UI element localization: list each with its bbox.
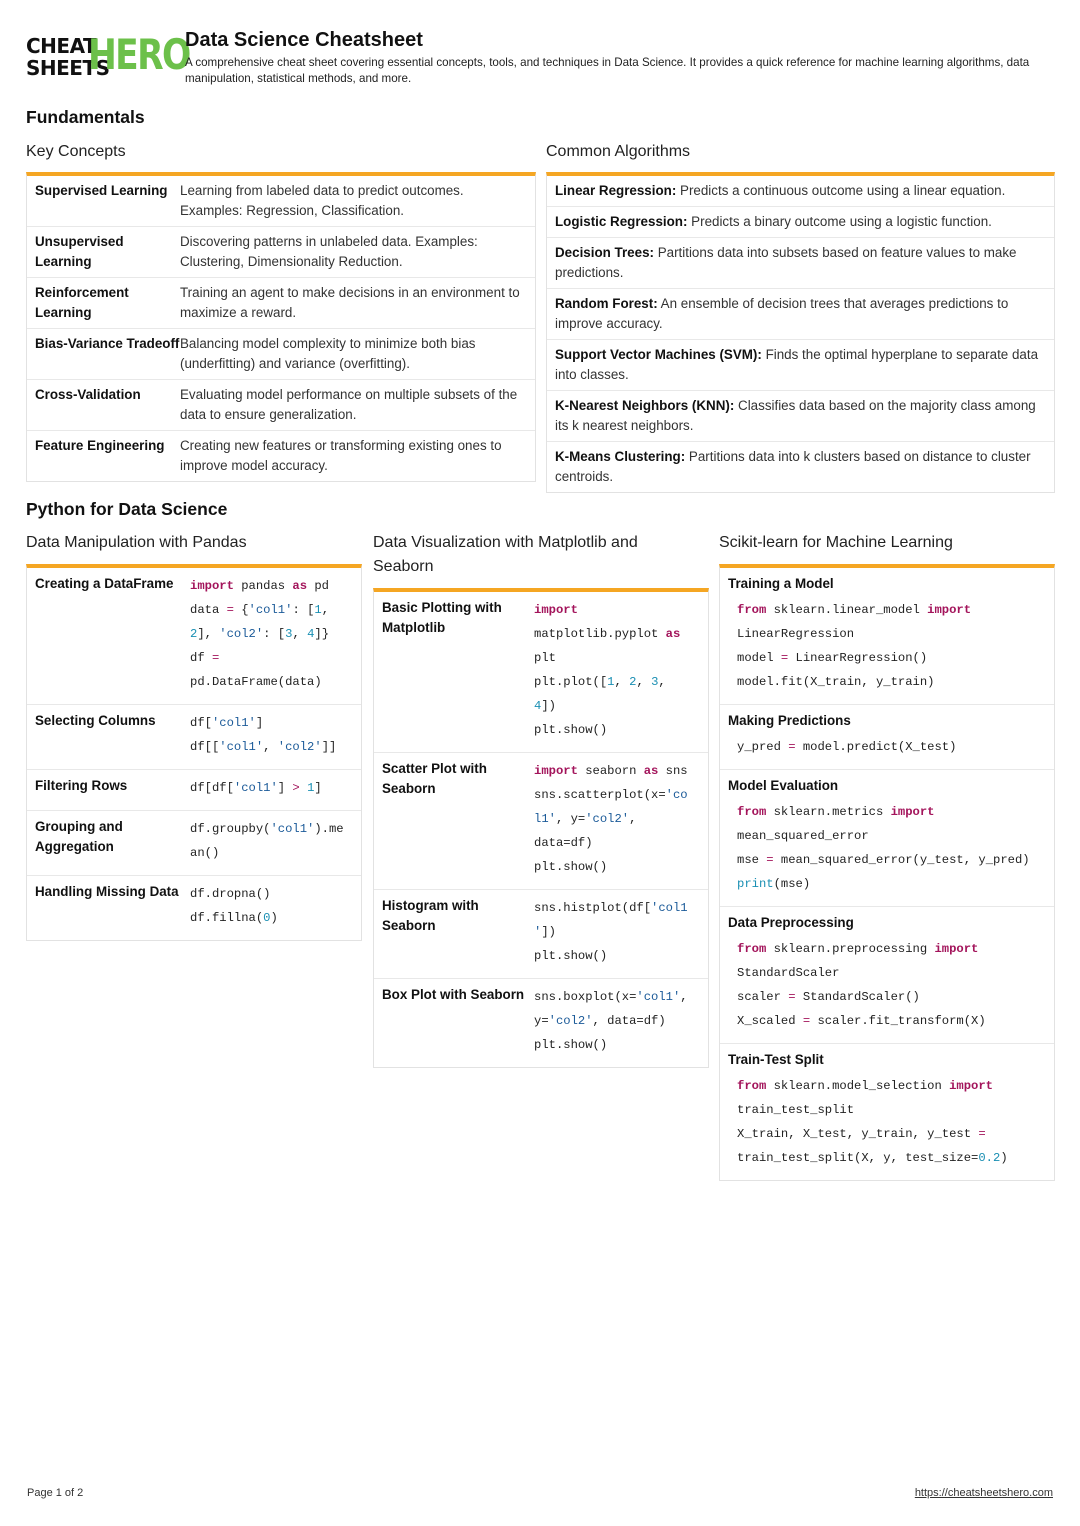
concept-text: Learning from labeled data to predict outcomes. Examples: Regression, Classification. (180, 183, 464, 218)
code-block: df.groupby('col1').me an() (190, 822, 344, 860)
section-title-python: Python for Data Science (26, 499, 228, 519)
code-label: Creating a DataFrame (35, 576, 174, 591)
code-block: sns.histplot(df['col1 ']) plt.show() (534, 901, 688, 963)
code-label: Handling Missing Data (35, 884, 179, 899)
concept-text: Evaluating model performance on multiple subsets of the data to ensure generalization. (180, 387, 518, 422)
algorithm-label: K-Means Clustering: (555, 449, 686, 464)
logo-word-hero: HERO (88, 30, 190, 79)
algorithm-text: Predicts a binary outcome using a logistic function. (687, 214, 992, 229)
footer-link[interactable]: https://cheatsheetshero.com (914, 1487, 1053, 1499)
code-block: df['col1'] df[['col1', 'col2']] (190, 716, 337, 754)
algorithm-text: Partitions data into k clusters based on distance to cluster centroids. (555, 449, 1031, 484)
code-row (720, 770, 1054, 907)
key-concepts-card (26, 172, 536, 482)
code-label: Grouping and Aggregation (35, 819, 123, 854)
code-block: import matplotlib.pyplot as plt plt.plot([1, 2, 3, 4]) plt.show() (534, 603, 681, 737)
code-block: df.dropna() df.fillna(0) (190, 887, 278, 925)
code-label: Training a Model (728, 576, 834, 591)
concept-label: Reinforcement Learning (35, 285, 129, 320)
code-label: Basic Plotting with Matplotlib (382, 600, 502, 635)
logo-word-cheat: CHEAT (26, 34, 97, 58)
concept-row (27, 278, 535, 329)
algorithm-row (547, 176, 1054, 207)
code-row (27, 705, 361, 770)
concept-label: Unsupervised Learning (35, 234, 124, 269)
cheatsheetshero-logo (26, 30, 190, 80)
algorithm-label: Linear Regression: (555, 183, 677, 198)
code-label: Histogram with Seaborn (382, 898, 479, 933)
concept-label: Cross-Validation (35, 387, 141, 402)
matplotlib-card (373, 588, 709, 1068)
code-block: from sklearn.linear_model import LinearRegression model = LinearRegression() model.fit(X_train, y_train) (737, 603, 972, 689)
concept-text: Training an agent to make decisions in an environment to maximize a reward. (180, 285, 520, 320)
code-label: Making Predictions (728, 713, 851, 728)
code-row (374, 592, 708, 753)
code-block: from sklearn.preprocessing import StandardScaler scaler = StandardScaler() X_scaled = scaler.fit_transform(X) (737, 942, 986, 1028)
code-row (27, 811, 361, 876)
algorithm-label: K-Nearest Neighbors (KNN): (555, 398, 735, 413)
code-block: import pandas as pd data = {'col1': [1, 2], 'col2': [3, 4]} df = pd.DataFrame(data) (190, 579, 330, 689)
concept-label: Feature Engineering (35, 438, 165, 453)
code-row (720, 907, 1054, 1044)
subsection-title-key-concepts: Key Concepts (26, 143, 126, 160)
concept-row (27, 329, 535, 380)
concept-label: Supervised Learning (35, 183, 168, 198)
concept-text: Discovering patterns in unlabeled data. Examples: Clustering, Dimensionality Reduction. (180, 234, 478, 269)
code-row (27, 568, 361, 705)
concept-label: Bias-Variance Tradeoff (35, 336, 180, 351)
algorithm-label: Decision Trees: (555, 245, 654, 260)
code-label: Selecting Columns (35, 713, 156, 728)
concept-row (27, 431, 535, 481)
sklearn-card (719, 564, 1055, 1181)
concept-text: Balancing model complexity to minimize both bias (underfitting) and variance (overfitting). (180, 336, 476, 371)
algorithm-row (547, 340, 1054, 391)
algorithm-row (547, 442, 1054, 492)
code-row (720, 1044, 1054, 1180)
algorithms-card (546, 172, 1055, 493)
code-block: df[df['col1'] > 1] (190, 781, 322, 795)
algorithm-text: Predicts a continuous outcome using a linear equation. (676, 183, 1006, 198)
code-label: Model Evaluation (728, 778, 839, 793)
subsection-title-matplotlib: Data Visualization with Matplotlib and Seaborn (373, 534, 638, 575)
code-label: Train-Test Split (728, 1052, 824, 1067)
code-row (27, 876, 361, 940)
code-block: from sklearn.model_selection import train_test_split X_train, X_test, y_train, y_test = train_test_split(X, y, test_size=0.2) (737, 1079, 1008, 1165)
pandas-card (26, 564, 362, 941)
algorithm-label: Logistic Regression: (555, 214, 688, 229)
code-block: import seaborn as sns sns.scatterplot(x='co l1', y='col2', data=df) plt.show() (534, 764, 688, 874)
concept-row (27, 227, 535, 278)
algorithm-text: Classifies data based on the majority class among its k nearest neighbors. (555, 398, 1036, 433)
page-title: Data Science Cheatsheet (185, 29, 423, 51)
code-row (720, 568, 1054, 705)
algorithm-label: Random Forest: (555, 296, 658, 311)
code-row (720, 705, 1054, 770)
code-row (374, 753, 708, 890)
subsection-title-sklearn: Scikit-learn for Machine Learning (719, 534, 953, 551)
code-label: Scatter Plot with Seaborn (382, 761, 487, 796)
concept-row (27, 176, 535, 227)
code-row (27, 770, 361, 811)
algorithm-row (547, 238, 1054, 289)
logo-word-sheets: SHEETS (26, 56, 110, 80)
code-label: Filtering Rows (35, 778, 128, 793)
code-block: from sklearn.metrics import mean_squared_error mse = mean_squared_error(y_test, y_pred) print(mse) (737, 805, 1030, 891)
subsection-title-pandas: Data Manipulation with Pandas (26, 534, 247, 551)
concept-row (27, 380, 535, 431)
concept-text: Creating new features or transforming existing ones to improve model accuracy. (180, 438, 502, 473)
code-label: Data Preprocessing (728, 915, 854, 930)
algorithm-text: Partitions data into subsets based on feature values to make predictions. (555, 245, 1017, 280)
algorithm-text: Finds the optimal hyperplane to separate data into classes. (555, 347, 1039, 382)
code-block: sns.boxplot(x='col1', y='col2', data=df) plt.show() (534, 990, 688, 1052)
algorithm-row (547, 207, 1054, 238)
algorithm-label: Support Vector Machines (SVM): (555, 347, 762, 362)
code-row (374, 979, 708, 1067)
code-block: y_pred = model.predict(X_test) (737, 740, 957, 754)
algorithm-row (547, 391, 1054, 442)
page-number: Page 1 of 2 (27, 1487, 84, 1499)
algorithm-text: An ensemble of decision trees that averages predictions to improve accuracy. (555, 296, 1009, 331)
page-subtitle: A comprehensive cheat sheet covering essential concepts, tools, and techniques in Data Science. It provides a quick reference for machine learning algorithms, data manipulation, statistical methods, and more. (185, 56, 1030, 85)
code-row (374, 890, 708, 979)
subsection-title-algorithms: Common Algorithms (546, 143, 691, 160)
code-label: Box Plot with Seaborn (382, 987, 525, 1002)
algorithm-row (547, 289, 1054, 340)
section-title-fundamentals: Fundamentals (26, 107, 145, 127)
